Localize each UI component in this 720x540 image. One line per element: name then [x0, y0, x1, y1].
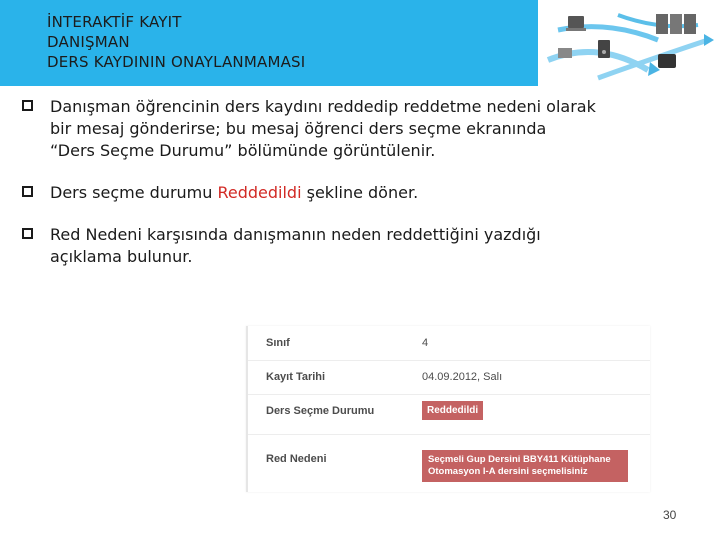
checkbox-bullet-icon: [22, 100, 33, 111]
status-badge: Reddedildi: [422, 401, 483, 420]
slide-title: [47, 12, 305, 72]
rejection-reason-label: Red Nedeni: [266, 453, 327, 465]
bullet-item-2: [22, 182, 702, 204]
bullet-2-text-start: Ders seçme durumu: [50, 183, 218, 202]
title-line-3: DERS KAYDININ ONAYLANMAMASI: [47, 53, 306, 71]
checkbox-bullet-icon: [22, 228, 33, 239]
bullet-2-text-end: şekline döner.: [301, 183, 419, 202]
bullet-1-line-3: “Ders Seçme Durumu” bölümünde görüntülenir.: [50, 141, 436, 160]
class-value: 4: [422, 337, 429, 349]
bullet-2-highlight: Reddedildi: [217, 183, 302, 202]
rejection-reason-message: Seçmeli Gup Dersini BBY411 Kütüphane Otomasyon I-A dersini seçmelisiniz: [422, 450, 628, 482]
bullet-list: [22, 96, 702, 288]
bullet-3-line-1: Red Nedeni karşısında danışmanın neden reddettiğini yazdığı: [50, 225, 541, 244]
registration-detail-panel: [246, 326, 650, 492]
detail-row-course-status: [248, 394, 650, 435]
bullet-item-1: [22, 96, 702, 162]
detail-row-class: [248, 326, 650, 361]
bullet-3-line-2: açıklama bulunur.: [50, 247, 193, 266]
title-line-2: DANIŞMAN: [47, 33, 130, 51]
bullet-item-3: [22, 224, 702, 268]
registration-date-value: 04.09.2012, Salı: [422, 371, 503, 383]
bullet-1-line-1: Danışman öğrencinin ders kaydını reddedip reddetme nedeni olarak: [50, 97, 596, 116]
page-number: 30: [663, 508, 677, 522]
network-illustration-icon: [538, 0, 720, 86]
detail-row-rejection-reason: [248, 434, 650, 492]
bullet-1-line-2: bir mesaj gönderirse; bu mesaj öğrenci ders seçme ekranında: [50, 119, 547, 138]
title-line-1: İNTERAKTİF KAYIT: [47, 13, 182, 31]
registration-date-label: Kayıt Tarihi: [266, 371, 326, 383]
class-label: Sınıf: [266, 337, 290, 349]
course-status-label: Ders Seçme Durumu: [266, 405, 375, 417]
title-banner: [0, 0, 720, 86]
checkbox-bullet-icon: [22, 186, 33, 197]
detail-row-registration-date: [248, 360, 650, 395]
